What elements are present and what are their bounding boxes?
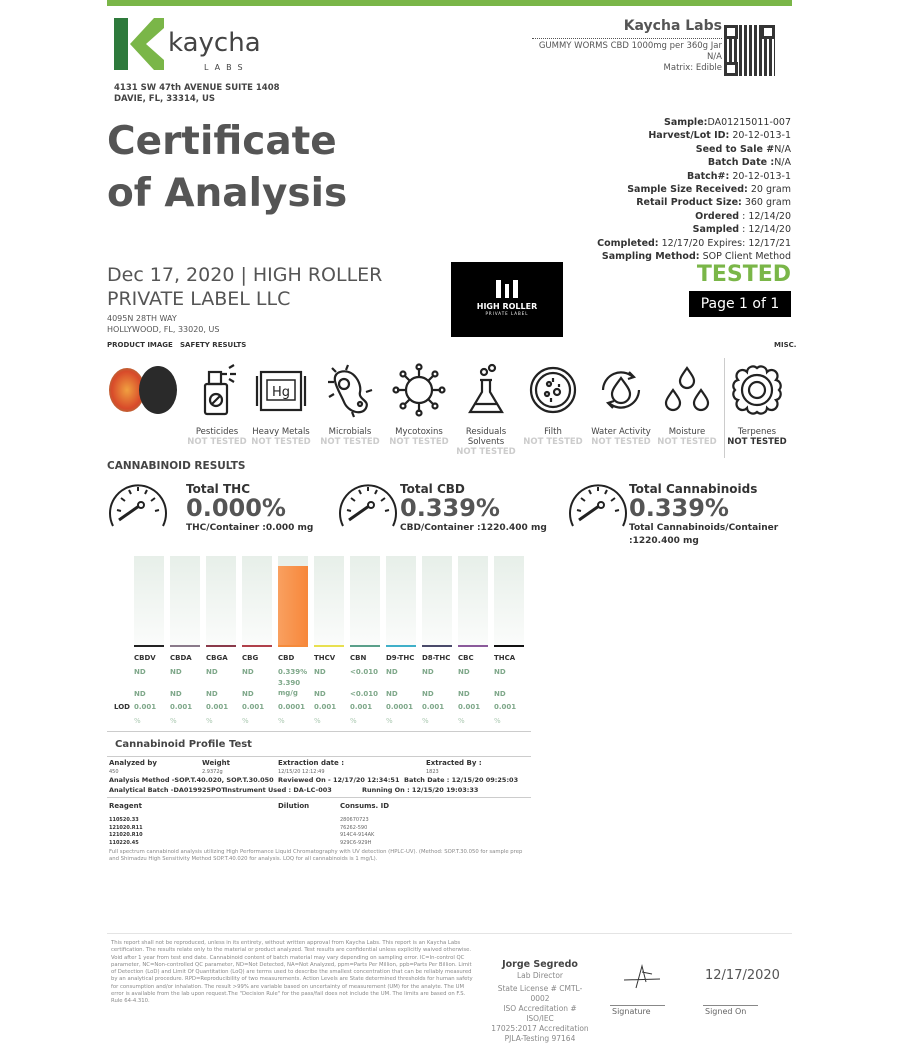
analyzed-by-label: Analyzed by — [109, 759, 157, 767]
reagent-id: 110520.33 — [109, 817, 139, 823]
client-name: PRIVATE LABEL LLC — [107, 288, 291, 310]
bar-background — [242, 556, 272, 646]
reagent-id: 110220.45 — [109, 839, 139, 846]
result-mgg: ND — [134, 690, 146, 698]
bar-background — [386, 556, 416, 646]
safety-label: Microbials — [328, 427, 372, 437]
status-badge: TESTED — [696, 262, 791, 287]
batch-date: Batch Date : 12/15/20 09:25:03 — [404, 776, 519, 784]
result-mgg: ND — [458, 690, 470, 698]
consumable-id: 914C4-914AK — [340, 832, 375, 838]
lod-unit: % — [278, 717, 285, 725]
total-value: 0.000% — [186, 494, 286, 522]
lod-unit: % — [314, 717, 321, 725]
reagent-label: Reagent — [109, 802, 142, 810]
sample-info-value: SOP Client Method — [699, 251, 791, 263]
consumable-id: 280670723 — [340, 817, 369, 823]
lod-unit: % — [494, 717, 501, 725]
result-mgg: ND — [206, 690, 218, 698]
result-percent: 0.339% — [278, 668, 308, 676]
kaycha-logo: kaycha LABS — [114, 18, 274, 78]
sample-info-row — [597, 129, 791, 142]
safety-label: Mycotoxins — [395, 427, 443, 437]
safety-status: NOT TESTED — [187, 437, 247, 447]
lod-unit: % — [386, 717, 393, 725]
sample-info-value: N/A — [774, 157, 791, 169]
result-percent: <0.010 — [350, 668, 379, 676]
client-logo — [451, 262, 563, 337]
gauge-icon — [567, 480, 629, 532]
bar-baseline — [350, 645, 380, 647]
bar-background — [494, 556, 524, 646]
total-value: 0.339% — [629, 494, 729, 522]
title-line: of Analysis — [107, 171, 348, 216]
safety-item — [384, 427, 454, 447]
safety-status: NOT TESTED — [591, 437, 651, 447]
bar-baseline — [134, 645, 164, 647]
iso-accreditation: ISO Accreditation # ISO/IEC — [503, 1004, 577, 1023]
analyte-name: CBGA — [206, 654, 228, 662]
lod-unit: % — [170, 717, 177, 725]
droplets-icon — [659, 362, 715, 418]
sample-info-row — [597, 237, 791, 250]
safety-item — [722, 427, 792, 447]
safety-item — [652, 427, 722, 447]
divider — [107, 797, 531, 798]
product-image[interactable] — [109, 360, 179, 420]
result-percent: ND — [206, 668, 218, 676]
lab-address-line: DAVIE, FL, 33314, US — [114, 94, 215, 104]
bar-background — [422, 556, 452, 646]
safety-item — [182, 427, 252, 447]
safety-item — [315, 427, 385, 447]
product-strain: N/A — [706, 52, 722, 62]
lod-unit: % — [458, 717, 465, 725]
sample-info-label: Completed: — [597, 237, 659, 249]
analyte-name: CBG — [242, 654, 259, 662]
sample-info-row — [597, 183, 791, 196]
analyte-name: CBD — [278, 654, 295, 662]
safety-status: NOT TESTED — [523, 437, 583, 447]
lod-value: 0.001 — [314, 703, 337, 711]
divider — [107, 731, 531, 732]
state-license: State License # CMTL-0002 — [497, 984, 583, 1003]
analyzed-by-value: 450 — [109, 769, 119, 775]
sample-info-row — [597, 170, 791, 183]
kaycha-k-icon — [114, 18, 164, 70]
lod-value: 0.001 — [134, 703, 157, 711]
safety-status: NOT TESTED — [251, 437, 311, 447]
qr-code[interactable] — [724, 25, 775, 76]
lod-value: 0.001 — [242, 703, 265, 711]
lod-value: 0.0001 — [386, 703, 414, 711]
result-percent: ND — [386, 668, 398, 676]
petri-dish-icon — [525, 362, 581, 418]
weight-label: Weight — [202, 759, 230, 767]
top-accent-bar — [107, 0, 792, 6]
safety-item — [451, 427, 521, 457]
analyte-name: CBN — [350, 654, 367, 662]
analyte-name: D8-THC — [422, 654, 451, 662]
result-mgg: ND — [422, 690, 434, 698]
result-mgg: ND — [314, 690, 326, 698]
report-date-client: Dec 17, 2020 | HIGH ROLLER — [107, 264, 383, 286]
analysis-method: Analysis Method -SOP.T.40.020, SOP.T.30.050 — [109, 776, 274, 784]
safety-label: Heavy Metals — [252, 427, 310, 437]
consumable-id: 76262-590 — [340, 824, 368, 831]
sample-info-label: Sampling Method: — [601, 251, 700, 263]
signature-label: Signature — [612, 1007, 651, 1016]
bar-background — [458, 556, 488, 646]
dilution-label: Dilution — [278, 802, 310, 810]
result-mgg: ND — [386, 690, 398, 698]
safety-status: NOT TESTED — [657, 437, 717, 447]
svg-text:Hg: Hg — [271, 385, 291, 400]
misc-header: MISC. — [774, 341, 797, 349]
sample-info-row — [597, 156, 791, 169]
sample-info-label: Ordered — [695, 210, 740, 222]
safety-label: Filth — [544, 427, 562, 437]
bar-baseline — [314, 645, 344, 647]
bar-baseline — [278, 645, 308, 647]
weight-value: 2.9372g — [202, 769, 223, 775]
sample-info-value: : 12/14/20 — [739, 210, 791, 222]
microbe-icon — [322, 362, 378, 418]
bar-background — [314, 556, 344, 646]
reagent-id: 121020.R11 — [109, 824, 143, 831]
analyte-name: CBDA — [170, 654, 192, 662]
total-value: 0.339% — [400, 494, 500, 522]
sample-info-label: Batch Date : — [707, 157, 775, 169]
lod-unit: % — [350, 717, 357, 725]
bar-baseline — [206, 645, 236, 647]
instrument-used: Instrument Used : DA-LC-003 — [225, 786, 332, 794]
safety-label: Pesticides — [195, 427, 239, 437]
divider — [724, 358, 725, 458]
result-mgg: 3.390 mg/g — [278, 679, 301, 697]
divider — [107, 933, 792, 934]
total-per-container: :1220.400 mg — [629, 536, 699, 546]
cannabinoid-results-header: CANNABINOID RESULTS — [107, 460, 246, 472]
safety-label: Moisture — [668, 427, 706, 437]
result-percent: ND — [314, 668, 326, 676]
sample-info-label: Sampled — [692, 224, 740, 236]
safety-results-header: SAFETY RESULTS — [180, 341, 247, 349]
lod-unit: % — [134, 717, 141, 725]
result-percent: ND — [494, 668, 506, 676]
lod-value: 0.001 — [206, 703, 229, 711]
total-title: Total THC — [186, 482, 250, 496]
lod-value: 0.001 — [350, 703, 373, 711]
sample-info-value: N/A — [774, 143, 791, 155]
sample-info-label: Sample Size Received: — [627, 184, 748, 196]
lab-director — [490, 958, 590, 1044]
sample-info-value: 12/17/20 Expires: 12/17/21 — [658, 237, 791, 249]
sample-info-label: Retail Product Size: — [636, 197, 742, 209]
sample-info-row — [597, 223, 791, 236]
sample-info-label: Batch#: — [686, 170, 730, 182]
safety-label: Terpenes — [737, 427, 777, 437]
result-mgg: ND — [494, 690, 506, 698]
sample-info-label: Sample: — [663, 117, 708, 128]
extraction-date-label: Extraction date : — [278, 759, 345, 767]
consumable-id: 929C6-929H — [340, 839, 372, 846]
sample-info-row — [597, 143, 791, 156]
signed-date: 12/17/2020 — [705, 968, 780, 983]
client-address: HOLLYWOOD, FL, 33020, US — [107, 325, 220, 334]
product-header — [422, 18, 722, 74]
product-name: GUMMY WORMS CBD 1000mg per 360g Jar — [538, 41, 722, 51]
sample-info-row — [597, 210, 791, 223]
total-per-container: Total Cannabinoids/Container — [629, 523, 779, 533]
lod-label: LOD — [114, 703, 130, 711]
reviewed-on: Reviewed On - 12/17/20 12:34:51 — [278, 776, 400, 784]
sample-info — [597, 116, 791, 263]
safety-item — [518, 427, 588, 447]
bar-baseline — [386, 645, 416, 647]
analyte-name: THCA — [494, 654, 516, 662]
signed-on-label: Signed On — [705, 1007, 747, 1016]
extraction-date-value: 12/15/20 12:12:49 — [278, 769, 325, 775]
client-info — [107, 263, 382, 335]
consums-label: Consums. ID — [340, 802, 390, 810]
gauge-icon — [337, 480, 399, 532]
signed-on-line — [703, 1005, 758, 1006]
safety-status: NOT TESTED — [456, 447, 516, 457]
virus-icon — [391, 362, 447, 418]
flask-icon — [458, 362, 514, 418]
bar-background — [206, 556, 236, 646]
sample-info-row — [597, 196, 791, 209]
lab-address-line: 4131 SW 47th AVENUE SUITE 1408 — [114, 83, 280, 93]
title-line: Certificate — [107, 119, 337, 164]
sample-info-label: Harvest/Lot ID: — [648, 130, 730, 142]
sample-info-value: 20 gram — [747, 184, 791, 196]
sample-info-value: 20-12-013-1 — [729, 170, 791, 182]
result-percent: ND — [170, 668, 182, 676]
page-title — [107, 116, 347, 220]
lod-value: 0.001 — [458, 703, 481, 711]
lod-value: 0.001 — [494, 703, 517, 711]
lod-unit: % — [206, 717, 213, 725]
product-image-header: PRODUCT IMAGE — [107, 341, 173, 349]
bar-baseline — [494, 645, 524, 647]
result-mgg: ND — [170, 690, 182, 698]
bar-background — [134, 556, 164, 646]
lod-value: 0.001 — [422, 703, 445, 711]
method-note: Full spectrum cannabinoid analysis utilizing High Performance Liquid Chromatography with UV detection (HPLC-UV). (Method: SOP.T.30.050 for sample prep and Shimadzu High Sensitivity Method SOP.T.40.020 for analysis. LOQ for all cannabinoids is 1 mg/L). — [109, 849, 523, 862]
analyte-name: THCV — [314, 654, 336, 662]
safety-label: Residuals Solvents — [465, 427, 507, 447]
result-percent: ND — [422, 668, 434, 676]
sample-info-value: DA01215011-007 — [707, 117, 791, 128]
gauge-icon — [107, 480, 169, 532]
sample-info-row — [597, 116, 791, 129]
director-name: Jorge Segredo — [502, 959, 578, 970]
safety-item — [246, 427, 316, 447]
bar-baseline — [422, 645, 452, 647]
sample-info-value: 20-12-013-1 — [729, 130, 791, 142]
extracted-by-label: Extracted By : — [426, 759, 482, 767]
safety-item — [586, 427, 656, 447]
result-mgg: ND — [242, 690, 254, 698]
lab-address — [114, 83, 280, 105]
signature-image — [622, 962, 662, 990]
bar-background — [170, 556, 200, 646]
water-cycle-icon — [593, 362, 649, 418]
total-per-container: CBD/Container :1220.400 mg — [400, 523, 547, 533]
director-role: Lab Director — [516, 971, 564, 980]
lab-name: Kaycha Labs — [623, 18, 722, 34]
divider — [107, 756, 531, 757]
pjla-testing: PJLA-Testing 97164 — [504, 1034, 576, 1043]
hg-element-icon — [253, 362, 309, 418]
analyte-name: D9-THC — [386, 654, 415, 662]
bar-background — [350, 556, 380, 646]
analyte-name: CBDV — [134, 654, 156, 662]
result-percent: ND — [242, 668, 254, 676]
safety-status: NOT TESTED — [727, 437, 787, 447]
profile-title: Cannabinoid Profile Test — [115, 739, 252, 750]
lod-unit: % — [242, 717, 249, 725]
running-on: Running On : 12/15/20 19:03:33 — [362, 786, 479, 794]
bar-cbd — [278, 566, 308, 646]
client-logo-icon — [496, 280, 518, 298]
sample-info-value: 360 gram — [741, 197, 791, 209]
analytical-batch: Analytical Batch -DA019925POT — [109, 786, 226, 794]
sample-info-value: : 12/14/20 — [739, 224, 791, 236]
total-title: Total Cannabinoids — [629, 482, 758, 496]
sample-info-label: Seed to Sale # — [695, 143, 775, 155]
reagent-id: 121020.R10 — [109, 832, 143, 838]
lod-value: 0.001 — [170, 703, 193, 711]
total-per-container: THC/Container :0.000 mg — [186, 523, 314, 533]
safety-label: Water Activity — [591, 427, 651, 437]
bar-baseline — [458, 645, 488, 647]
bar-baseline — [242, 645, 272, 647]
product-matrix: Matrix: Edible — [663, 63, 722, 73]
result-percent: ND — [134, 668, 146, 676]
disclaimer: This report shall not be reproduced, unless in its entirety, without written approval from Kaycha Labs. This report is an Kaycha Labs certification. The results relate only to the material or product analyzed. Test results are confidential unless explicitly waived otherwise. Void after 1 year from test end date. Cannabinoid content of batch material may vary depending on sampling error. IC=In-control QC parameter, NC=Non-controlled QC parameter, ND=Not Detected, NA=Not Analyzed, ppm=Parts Per Million, ppb=Parts Per Billion. Limit of Detection (LoD) and Limit Of Quantitation (LoQ) are terms used to describe the smallest concentration that can be reliably measured by an analytical procedure. RPD=Reproducibility of two measurements. Action Levels are State determined thresholds for human safety for consumption and/or inhalation. The result >99% are variable based on uncertainty of measurement (UM) for the analyte. The UM error is available from the lab upon request.The "Decision Rule" for the pass/fail does not include the UM. The limits are based on F.S. Rule 64-4.310. — [111, 940, 473, 1005]
iso-accreditation: 17025:2017 Accreditation — [491, 1024, 589, 1033]
page-indicator: Page 1 of 1 — [689, 291, 791, 317]
client-logo-sub: PRIVATE LABEL — [485, 311, 529, 316]
spray-bottle-icon — [189, 362, 245, 418]
client-address: 4095N 28TH WAY — [107, 314, 177, 323]
lod-value: 0.0001 — [278, 703, 306, 711]
bar-baseline — [170, 645, 200, 647]
result-mgg: <0.010 — [350, 690, 379, 698]
lod-unit: % — [422, 717, 429, 725]
safety-status: NOT TESTED — [389, 437, 449, 447]
total-title: Total CBD — [400, 482, 465, 496]
extracted-by-value: 1823 — [426, 769, 439, 775]
safety-status: NOT TESTED — [320, 437, 380, 447]
result-percent: ND — [458, 668, 470, 676]
client-logo-text: HIGH ROLLER — [476, 302, 538, 311]
signature-line — [610, 1005, 665, 1006]
flower-icon — [729, 362, 785, 418]
analyte-name: CBC — [458, 654, 474, 662]
